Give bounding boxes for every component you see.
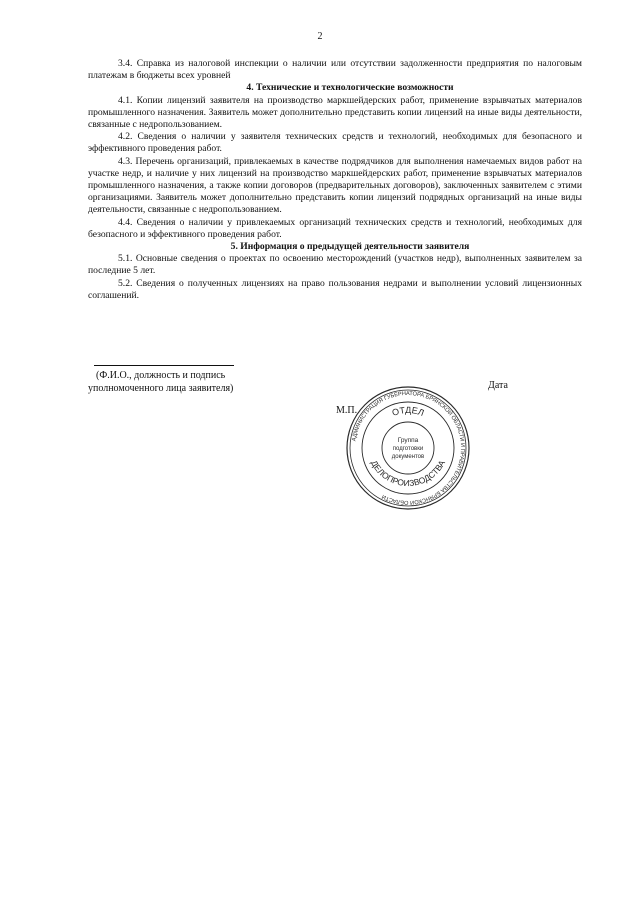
official-stamp <box>345 385 471 511</box>
document-paragraph: 4.2. Сведения о наличии у заявителя технических средств и технологий, необходимых для безопасного и эффективного проведения работ. <box>88 131 582 155</box>
signature-caption-line-1: (Ф.И.О., должность и подпись <box>96 370 226 381</box>
signature-caption-line-2: уполномоченного лица заявителя) <box>88 382 234 394</box>
document-paragraph: 5.1. Основные сведения о проектах по освоению месторождений (участков недр), выполненных заявителем за последние 5 лет. <box>88 253 582 277</box>
signature-line <box>94 365 234 366</box>
document-paragraph: 5.2. Сведения о полученных лицензиях на право пользования недрами и выполнении условий лицензионных соглашений. <box>88 277 582 301</box>
stamp-center-line-1: Группа <box>397 437 419 444</box>
document-paragraph: 4.1. Копии лицензий заявителя на производство маркшейдерских работ, применение взрывчатых материалов промышленного назначения. Заявитель может дополнительно представить копии лицензий на иные виды деятельности, связанные с недропользованием. <box>88 94 582 131</box>
stamp-top-arc-text: ОТДЕЛ <box>390 404 426 418</box>
signature-caption <box>88 370 233 395</box>
section-heading: 4. Технические и технологические возможности <box>246 82 454 94</box>
date-label: Дата <box>488 380 508 391</box>
document-body <box>88 58 582 302</box>
page-number: 2 <box>317 31 323 42</box>
section-heading: 5. Информация о предыдущей деятельности заявителя <box>230 241 470 253</box>
mp-label: М.П. <box>336 405 358 416</box>
stamp-bottom-arc-text: ДЕЛОПРОИЗВОДСТВА <box>369 458 447 489</box>
stamp-center-line-3: документов <box>391 454 425 460</box>
stamp-center-line-2: подготовки <box>392 446 424 452</box>
document-paragraph: 3.4. Справка из налоговой инспекции о наличии или отсутствии задолженности предприятия по налоговым платежам в бюджеты всех уровней <box>88 58 582 82</box>
stamp-outer-text: АДМИНИСТРАЦИЯ ГУБЕРНАТОРА БРЯНСКОЙ ОБЛАСТИ И ПРАВИТЕЛЬСТВА БРЯНСКОЙ ОБЛАСТИ <box>351 390 466 506</box>
document-paragraph: 4.3. Перечень организаций, привлекаемых в качестве подрядчиков для выполнения намечаемых видов работ на участке недр, и наличие у них лицензий на производство маркшейдерских работ, применение взрывчатых материалов промышленного назначения, а также копии договоров (предварительных договоров), заключенных заявителем с этими организациями. Заявитель может дополнительно представить копии лицензий подрядных организаций на иные виды деятельности, связанные с недропользованием. <box>88 155 582 216</box>
document-paragraph: 4.4. Сведения о наличии у привлекаемых организаций технических средств и технологий, необходимых для безопасного и эффективного проведения работ. <box>88 216 582 240</box>
